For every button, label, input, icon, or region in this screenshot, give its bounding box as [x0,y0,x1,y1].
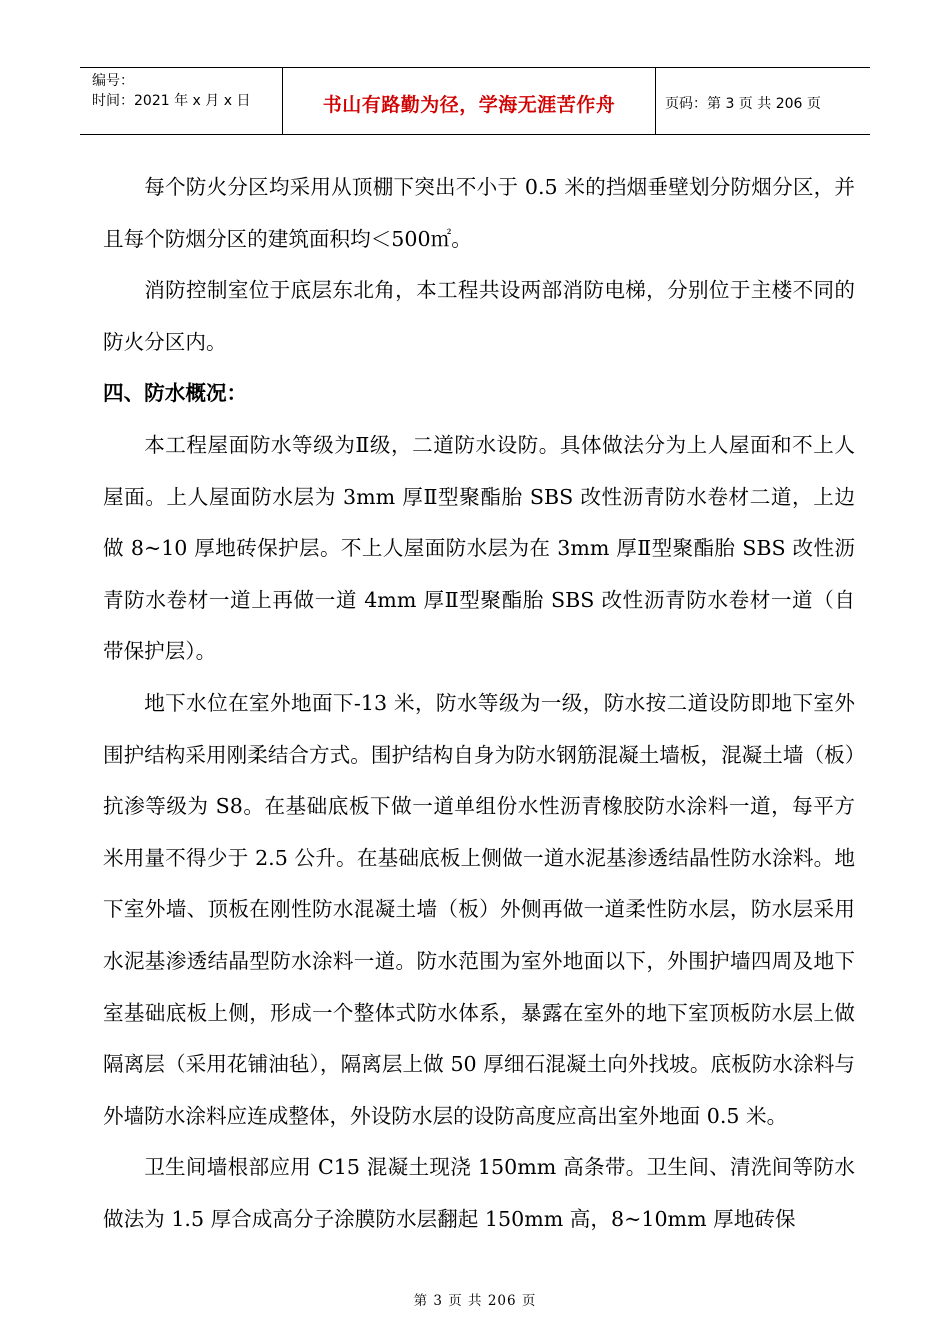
header-page-info [656,68,870,134]
paragraph-smoke-zones: 每个防火分区均采用从顶棚下突出不小于 0.5 米的挡烟垂壁划分防烟分区，并且每个防烟分区的建筑面积均＜500㎡。 [103,175,855,251]
paragraph-roof-waterproofing: 本工程屋面防水等级为Ⅱ级，二道防水设防。具体做法分为上人屋面和不上人屋面。上人屋面防水层为 3mm 厚Ⅱ型聚酯胎 SBS 改性沥青防水卷材二道，上边做 8~10 厚地砖保护层。不上人屋面防水层为在 3mm 厚Ⅱ型聚酯胎 SBS 改性沥青防水卷材一道上再做一道 4mm 厚Ⅱ型聚酯胎 SBS 改性沥青防水卷材一道（自带保护层）。 [103,432,855,664]
section-heading-waterproofing: 四、防水概况： [103,381,248,406]
header-meta [80,68,283,134]
header-motto [283,68,656,134]
paragraph-fire-control-room: 消防控制室位于底层东北角，本工程共设两部消防电梯，分别位于主楼不同的防火分区内。 [103,278,855,354]
paragraph-basement-waterproofing: 地下水位在室外地面下-13 米，防水等级为一级，防水按二道设防即地下室外围护结构采用刚柔结合方式。围护结构自身为防水钢筋混凝土墙板，混凝土墙（板）抗渗等级为 S8。在基础底板下做一道单组份水性沥青橡胶防水涂料一道，每平方米用量不得少于 2.5 公升。在基础底板上侧做一道水泥基渗透结晶性防水涂料。地下室外墙、顶板在刚性防水混凝土墙（板）外侧再做一道柔性防水层，防水层采用水泥基渗透结晶型防水涂料一道。防水范围为室外地面以下，外围护墙四周及地下室基础底板上侧，形成一个整体式防水体系，暴露在室外的地下室顶板防水层上做隔离层（采用花铺油毡），隔离层上做 50 厚细石混凝土向外找坡。底板防水涂料与外墙防水涂料应连成整体，外设防水层的设防高度应高出室外地面 0.5 米。 [103,690,855,1128]
motto-text: 书山有路勤为径，学海无涯苦作舟 [322,93,616,116]
doc-number-label: 编号： [92,73,134,89]
date-label: 时间：2021 年 x 月 x 日 [92,93,251,109]
page-footer [0,1289,950,1309]
paragraph-bathroom-waterproofing: 卫生间墙根部应用 C15 混凝土现浇 150mm 高条带。卫生间、清洗间等防水做法为 1.5 厚合成高分子涂膜防水层翻起 150mm 高，8~10mm 厚地砖保 [103,1155,855,1231]
page-info-text: 页码：第 3 页 共 206 页 [665,96,821,112]
page-header [80,67,870,135]
document-body [103,162,855,1245]
footer-page-number: 第 3 页 共 206 页 [413,1293,537,1309]
